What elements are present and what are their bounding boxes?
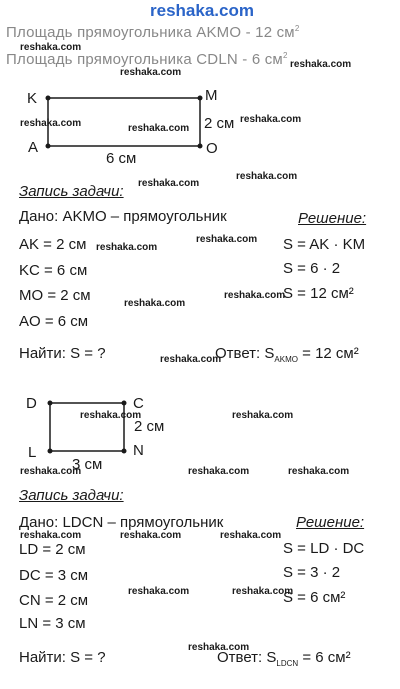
header-line-2-sup: 2 <box>282 51 288 60</box>
watermark: reshaka.com <box>196 234 258 245</box>
side-cn-length: 2 см <box>134 418 165 435</box>
watermark: reshaka.com <box>188 466 250 477</box>
watermark: reshaka.com <box>232 410 294 421</box>
problem1-answer <box>215 345 359 364</box>
watermark: reshaka.com <box>220 530 282 541</box>
vertex-c <box>122 401 127 406</box>
label-d: D <box>26 395 37 412</box>
header-line-2-text: Площадь прямоугольника CDLN - 6 см <box>6 51 283 68</box>
watermark: reshaka.com <box>240 114 302 125</box>
problem1-solution-substitution: S = 6 · 2 <box>283 260 341 277</box>
vertex-a <box>46 144 51 149</box>
problem2-answer-prefix: Ответ: S <box>217 649 277 666</box>
vertex-o <box>198 144 203 149</box>
problem1-given: Дано: AKMO – прямоугольник <box>19 208 227 225</box>
problem1-find: Найти: S = ? <box>19 345 106 362</box>
watermark: reshaka.com <box>20 530 82 541</box>
problem1-title: Запись задачи: <box>19 183 124 200</box>
side-mo-length: 2 см <box>204 115 235 132</box>
label-m: M <box>205 87 218 104</box>
problem2-solution-substitution: S = 3 · 2 <box>283 564 341 581</box>
problem2-answer-sub: LDCN <box>276 659 299 668</box>
site-title: reshaka.com <box>150 1 254 20</box>
watermark: reshaka.com <box>288 466 350 477</box>
problem2-solution-result: S = 6 см² <box>283 589 346 606</box>
problem2-given: Дано: LDCN – прямоугольник <box>19 514 224 531</box>
problem2-solution-formula: S = LD · DC <box>283 540 365 557</box>
watermark: reshaka.com <box>20 466 82 477</box>
watermark: reshaka.com <box>160 354 222 365</box>
watermark: reshaka.com <box>128 586 190 597</box>
problem2-line-ld: LD = 2 см <box>19 541 86 558</box>
problem1-line-mo: MO = 2 см <box>19 287 91 304</box>
watermark: reshaka.com <box>120 67 182 78</box>
watermark: reshaka.com <box>20 42 82 53</box>
vertex-d <box>48 401 53 406</box>
label-c: C <box>133 395 144 412</box>
side-ln-length: 3 см <box>72 456 103 473</box>
watermark: reshaka.com <box>232 586 294 597</box>
vertex-n <box>122 449 127 454</box>
problem1-answer-sub: AKMO <box>274 355 298 364</box>
watermark: reshaka.com <box>20 118 82 129</box>
label-o: O <box>206 140 218 157</box>
problem1-answer-suffix: = 12 см² <box>297 345 359 362</box>
watermark: reshaka.com <box>290 59 352 70</box>
vertex-l <box>48 449 53 454</box>
problem2-solution-title: Решение: <box>296 514 365 531</box>
problem1-solution-result: S = 12 см² <box>283 285 354 302</box>
watermark: reshaka.com <box>188 642 250 653</box>
watermark: reshaka.com <box>120 530 182 541</box>
problem2-title: Запись задачи: <box>19 487 124 504</box>
label-l: L <box>28 444 37 461</box>
problem1-answer-prefix: Ответ: S <box>215 345 275 362</box>
problem2-find: Найти: S = ? <box>19 649 106 666</box>
watermark: reshaka.com <box>96 242 158 253</box>
header-line-1-sup: 2 <box>294 24 300 33</box>
vertex-k <box>46 96 51 101</box>
problem2-answer-suffix: = 6 см² <box>298 649 351 666</box>
watermark: reshaka.com <box>124 298 186 309</box>
problem1-line-ao: AO = 6 см <box>19 313 89 330</box>
watermark: reshaka.com <box>224 290 286 301</box>
problem1-line-ak: AK = 2 см <box>19 236 87 253</box>
label-a: A <box>28 139 39 156</box>
problem2-line-cn: CN = 2 см <box>19 592 89 609</box>
header-line-1-text: Площадь прямоугольника AKMO - 12 см <box>6 24 295 41</box>
label-n: N <box>133 442 144 459</box>
problem2-line-dc: DC = 3 см <box>19 567 89 584</box>
watermark: reshaka.com <box>80 410 142 421</box>
problem1-solution-title: Решение: <box>298 210 367 227</box>
watermark: reshaka.com <box>236 171 298 182</box>
problem1-solution-formula: S = AK · KM <box>283 236 366 253</box>
label-k: K <box>27 90 38 107</box>
side-ao-length: 6 см <box>106 150 137 167</box>
watermark: reshaka.com <box>128 123 190 134</box>
vertex-m <box>198 96 203 101</box>
watermark: reshaka.com <box>138 178 200 189</box>
problem1-line-kc: KC = 6 см <box>19 262 88 279</box>
problem2-line-ln: LN = 3 см <box>19 615 86 632</box>
